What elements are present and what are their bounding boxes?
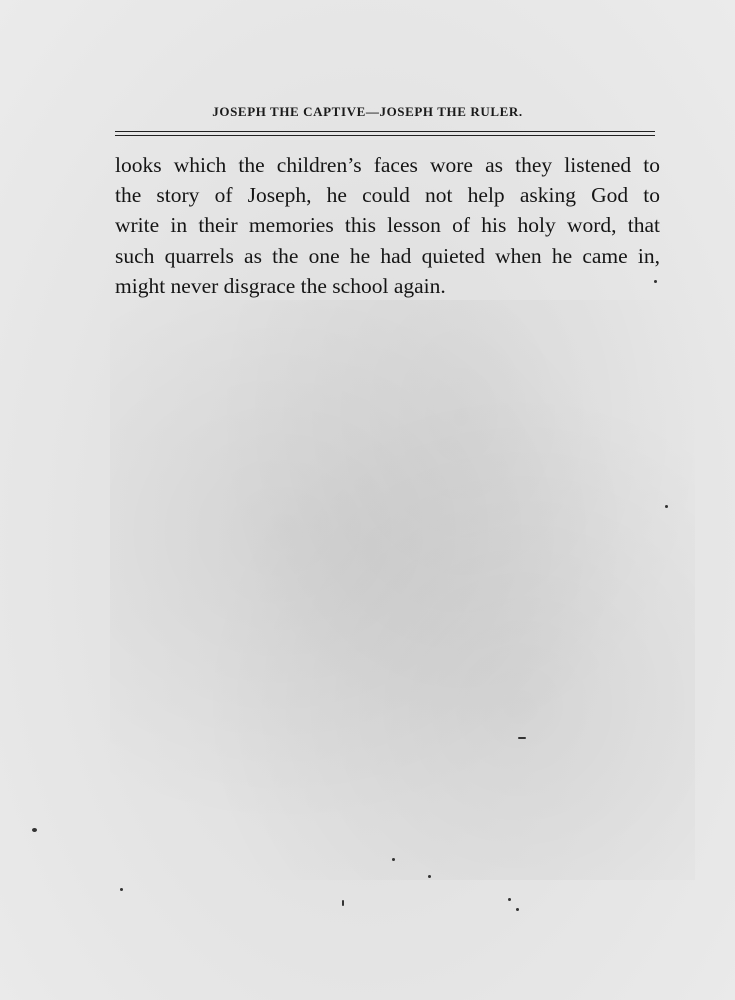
scan-speck [516, 908, 519, 911]
paragraph-line: the story of Joseph, he could not help asking God to [115, 183, 660, 208]
paragraph-line: might never disgrace the school again. [115, 273, 446, 298]
header-rule-bottom [115, 135, 655, 136]
scan-speck [120, 888, 123, 891]
paragraph-line: such quarrels as the one he had quieted when he came in, [115, 243, 660, 268]
header-rule-top [115, 131, 655, 132]
scan-speck [392, 858, 395, 861]
body-paragraph [115, 150, 660, 301]
scan-speck [508, 898, 511, 901]
scan-speck [428, 875, 431, 878]
paragraph-line: write in their memories this lesson of his holy word, that [115, 213, 660, 238]
scan-speck [342, 900, 344, 906]
show-through-illustration [110, 300, 695, 880]
scan-speck [654, 280, 657, 283]
scan-speck [665, 505, 668, 508]
scan-speck [32, 828, 37, 832]
paragraph-line: looks which the children’s faces wore as they listened to [115, 153, 660, 177]
running-head: JOSEPH THE CAPTIVE—JOSEPH THE RULER. [212, 104, 523, 119]
scan-speck [518, 737, 526, 739]
